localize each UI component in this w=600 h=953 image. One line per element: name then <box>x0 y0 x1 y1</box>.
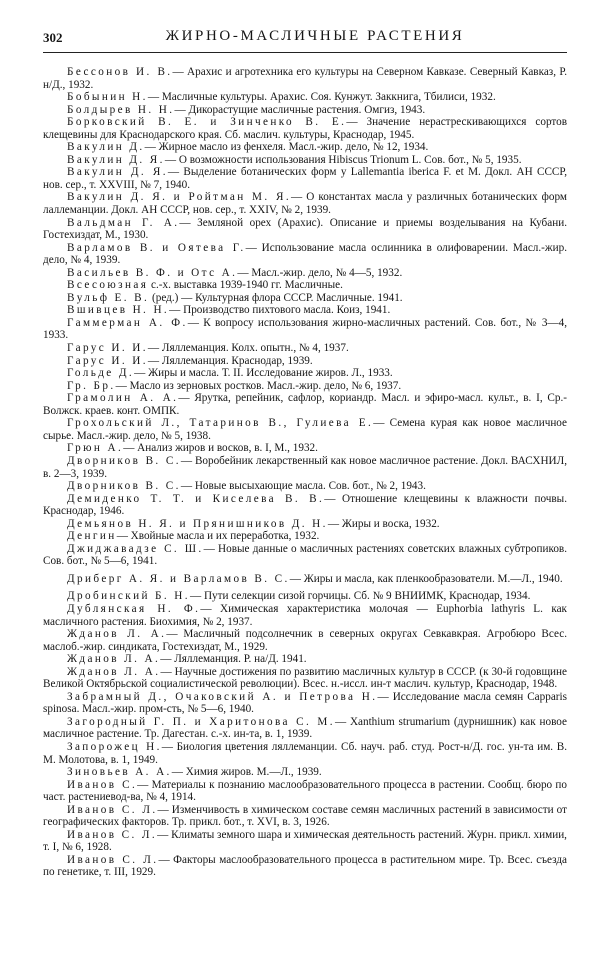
entry-author: Дворников В. С. <box>67 480 181 493</box>
entry-text: — Пути селекции сизой горчицы. Сб. № 9 ВНИИМК, Краснодар, 1934. <box>189 590 531 603</box>
entry-author: Джиджавадзе С. Ш. <box>67 542 204 555</box>
entry-author: Вакулин Д. Я. <box>67 153 165 166</box>
bibliography-entry <box>43 242 567 267</box>
bibliography-entry <box>43 166 567 191</box>
bibliography-entry <box>43 480 567 493</box>
entry-text: — К вопросу использования жирно-масличных растений. Сов. бот., № 3—4, 1933. <box>43 316 568 342</box>
entry-text: — О возможности использования Hibiscus Trionum L. Сов. бот., № 5, 1935. <box>164 153 522 166</box>
bibliography-entry <box>43 691 567 716</box>
entry-text: — Хвойные масла и их переработка, 1932. <box>116 530 320 543</box>
bibliography-entry <box>43 317 567 342</box>
entry-text: — Новые высыхающие масла. Сов. бот., № 2, 1943. <box>180 480 426 493</box>
entry-text: — Ляллеманция. Краснодар, 1939. <box>147 354 313 367</box>
entry-text: — Жиры и воска, 1932. <box>327 517 440 530</box>
bibliography-entry <box>43 217 567 242</box>
entry-text: — Ляллеманция. Колх. опытн., № 4, 1937. <box>147 342 349 355</box>
bibliography-entry <box>43 367 567 380</box>
entry-text: — Земляной орех (Арахис). Описание и приемы возделывания на Кубани. Гостехиздат, М., 1930. <box>43 216 567 242</box>
entry-text: — Семена курая как новое масличное сырье. Масл.-жир. дело, № 5, 1938. <box>43 417 567 442</box>
entry-text: — Масл.-жир. дело, № 4—5, 1932. <box>237 266 403 279</box>
entry-text: — Арахис и агротехника его культуры на Северном Кавказе. Северный Кавказ, Р. н/Д., 1932. <box>43 66 568 91</box>
entry-author: Дворников В. С. <box>67 454 181 467</box>
entry-author: Вшивцев Н. Н. <box>67 304 170 317</box>
bibliography-entry <box>43 442 567 455</box>
entry-author: Бессонов И. В. <box>67 66 173 78</box>
entry-author: Гольде Д. <box>67 367 135 380</box>
bibliography-entry <box>43 766 567 779</box>
bibliography-entry <box>43 380 567 393</box>
bibliography-entry <box>43 779 567 804</box>
entry-text: — Климаты земного шара и химическая деятельность растений. Журн. прикл. химии, т. I, № 6, 1928. <box>43 828 567 854</box>
entry-text: — Новые данные о масличных растениях советских влажных субтропиков. Сов. бот., № 5—6, 1941. <box>43 542 567 568</box>
entry-text: — Ярутка, репейник, сафлор, кориандр. Масл. и эфиро-масл. культ., в. I, Ср.-Волжск. краев. конт. ОМПК. <box>43 392 567 417</box>
entry-text: — Жирное масло из фенхеля. Масл.-жир. дело, № 12, 1934. <box>144 141 429 154</box>
bibliography-entry <box>43 573 567 586</box>
entry-text: — Материалы к познанию маслообразовательного процесса в растении. Сообщ. бюро по част. растениевод-ва, № 4, 1914. <box>43 778 567 804</box>
page-header <box>43 28 567 50</box>
entry-author: Иванов С. Л. <box>67 803 158 816</box>
bibliography-list <box>43 66 567 879</box>
entry-author: Демьянов Н. Я. и Прянишников Д. Н. <box>67 517 328 530</box>
entry-author: Жданов Л. А. <box>67 628 167 641</box>
bibliography-entry <box>43 716 567 741</box>
bibliography-entry <box>43 455 567 480</box>
entry-author: Дублянская Н. Ф. <box>67 602 201 615</box>
entry-author: Жданов Л. А. <box>67 653 161 666</box>
entry-author: Вакулин Д. Я. <box>67 166 168 179</box>
entry-text: — Производство пихтового масла. Коиз, 1941. <box>169 304 391 317</box>
bibliography-entry <box>43 854 567 879</box>
entry-text: — Факторы маслообразовательного процесса в растительном мире. Тр. Всес. съезда по генетике, т. III, 1929. <box>43 853 567 879</box>
entry-text: — Использование масла ослинника в олифоварении. Масл.-жир. дело, № 4, 1939. <box>43 241 567 267</box>
entry-author: Грамолин А. А. <box>67 392 179 405</box>
entry-text: — Химическая характеристика молочая — Euphorbia lathyris L. как масличного растения. Биохимия, № 2, 1937. <box>43 602 567 628</box>
entry-text: — Xanthium strumarium (дурнишник) как новое масличное растение. Тр. Дагестан. с.-х. ин-та, в. 1, 1939. <box>43 715 568 741</box>
bibliography-entry <box>43 804 567 829</box>
bibliography-entry <box>43 267 567 280</box>
bibliography-entry <box>43 279 567 292</box>
bibliography-entry <box>43 141 567 154</box>
entry-author: Дриберг А. Я. и Варламов В. С. <box>67 572 290 585</box>
entry-text: — Масличные культуры. Арахис. Соя. Кунжут. Заккнига, Тбилиси, 1932. <box>147 91 496 104</box>
entry-text: — Значение нерастрескивающихся сортов клещевины для Краснодарского края. Сб. маслич. культуры, Краснодар, 1945. <box>43 116 568 141</box>
running-title: ЖИРНО-МАСЛИЧНЫЕ РАСТЕНИЯ <box>165 28 465 44</box>
bibliography-entry <box>43 66 567 91</box>
bibliography-entry <box>43 518 567 531</box>
entry-text: — Воробейник лекарственный как новое масличное растение. Докл. ВАСХНИЛ, в. 2—3, 1939. <box>43 454 567 480</box>
entry-author: Денгин <box>67 530 117 543</box>
entry-author: Борковский В. Е. и Зинченко В. Е. <box>67 116 347 129</box>
entry-text: — О константах масла у различных ботанических форм лаллеманции. Докл. АН СССР, нов. сер., т. XXIV, № 2, 1939. <box>43 191 567 217</box>
bibliography-entry <box>43 590 567 603</box>
bibliography-entry <box>43 493 567 518</box>
entry-text: — Дикорастущие масличные растения. Омгиз, 1943. <box>174 103 426 116</box>
entry-author: Иванов С. <box>67 778 138 791</box>
bibliography-entry <box>43 741 567 766</box>
entry-author: Гарус И. И. <box>67 342 148 355</box>
bibliography-entry <box>43 191 567 216</box>
bibliography-entry <box>43 829 567 854</box>
bibliography-entry <box>43 116 567 141</box>
bibliography-entry <box>43 154 567 167</box>
entry-text: — Жиры и масла, как пленкообразователи. М.—Л., 1940. <box>289 572 563 585</box>
entry-text: — Научные достижения по развитию масличных культур в СССР. (к 30-й годовщине Великой Октябрьской социалистической революции). Всес. н.-иссл. ин-т маслич. культур, Краснодар, 1948. <box>43 665 567 691</box>
entry-author: Зиновьев А. А. <box>67 766 172 779</box>
entry-author: Гаммерман А. Ф. <box>67 316 188 329</box>
entry-author: Загородный Г. П. и Харитонова С. М. <box>67 715 335 728</box>
entry-author: Вульф Е. В. <box>67 291 150 304</box>
entry-text: — Анализ жиров и восков, в. I, М., 1932. <box>123 442 318 455</box>
header-rule <box>43 52 567 53</box>
bibliography-entry <box>43 603 567 628</box>
bibliography-entry <box>43 417 567 442</box>
entry-author: Вакулин Д. Я. и Ройтман М. Я. <box>67 191 292 204</box>
bibliography-entry <box>43 104 567 117</box>
entry-author: Вальдман Г. А. <box>67 216 180 229</box>
entry-text: — Исследование масла семян Capparis spinosa. Масл.-жир. пром-сть, № 5—6, 1940. <box>43 690 567 716</box>
entry-text: — Химия жиров. М.—Л., 1939. <box>171 766 322 779</box>
entry-text: — Биология цветения ляллеманции. Сб. науч. раб. студ. Рост-н/Д. гос. ун-та им. В. М. Молотова, в. 1, 1949. <box>43 740 567 766</box>
entry-author: Забрамный Д., Очаковский А. и Петрова Н. <box>67 690 378 703</box>
entry-author: Всесоюзная <box>67 279 149 292</box>
entry-author: Болдырев Н. Н. <box>67 103 175 116</box>
entry-author: Гр. Бр. <box>67 379 116 392</box>
bibliography-entry <box>43 666 567 691</box>
bibliography-entry <box>43 292 567 305</box>
entry-author: Иванов С. Л. <box>67 828 158 841</box>
bibliography-entry <box>43 543 567 568</box>
entry-author: Бобынин Н. <box>67 91 148 104</box>
bibliography-entry <box>43 392 567 417</box>
bibliography-entry <box>43 304 567 317</box>
entry-author: Иванов С. Л. <box>67 853 159 866</box>
entry-text: — Масличный подсолнечник в северных округах Севкавкрая. Агробюро Всес. маслоб.-жир. синдиката, Гостехиздат, М., 1929. <box>43 628 568 653</box>
entry-text: — Выделение ботанических форм у Lallemantia iberica F. et M. Докл. АН СССР, нов. сер., т. XXVIII, № 7, 1940. <box>43 166 567 191</box>
entry-text: — Жиры и масла. Т. II. Исследование жиров. Л., 1933. <box>134 367 393 380</box>
entry-author: Демиденко Т. Т. и Киселева В. В. <box>67 492 325 505</box>
entry-text: с.-х. выставка 1939-1940 гг. Масличные. <box>148 279 343 292</box>
entry-author: Грохольский Л., Татаринов В., Гулиева Е. <box>67 417 374 430</box>
bibliography-entry <box>43 342 567 355</box>
page-number: 302 <box>43 30 63 45</box>
bibliography-entry <box>43 653 567 666</box>
entry-author: Дробинский Б. Н. <box>67 590 190 603</box>
entry-author: Васильев В. Ф. и Отс А. <box>67 266 238 279</box>
bibliography-entry <box>43 91 567 104</box>
entry-author: Гарус И. И. <box>67 354 148 367</box>
entry-author: Грюн А. <box>67 442 124 455</box>
entry-author: Вакулин Д. <box>67 141 145 154</box>
entry-author: Варламов В. и Оятева Г. <box>67 241 246 254</box>
entry-text: — Отношение клещевины к влажности почвы. Краснодар, 1946. <box>43 492 567 518</box>
entry-text: (ред.) — Культурная флора СССР. Масличные. 1941. <box>149 291 403 304</box>
bibliography-entry <box>43 355 567 368</box>
entry-author: Запорожец Н. <box>67 740 162 753</box>
entry-text: — Изменчивость в химическом составе семян масличных растений в зависимости от географических факторов. Тр. прикл. бот., т. XVI, в. 3, 1926. <box>43 803 567 829</box>
bibliography-entry <box>43 628 567 653</box>
entry-text: — Масло из зерновых ростков. Масл.-жир. дело, № 6, 1937. <box>115 379 402 392</box>
bibliography-entry <box>43 530 567 543</box>
entry-author: Жданов Л. А. <box>67 665 161 678</box>
entry-text: — Ляллеманция. Р. на/Д. 1941. <box>160 653 307 666</box>
